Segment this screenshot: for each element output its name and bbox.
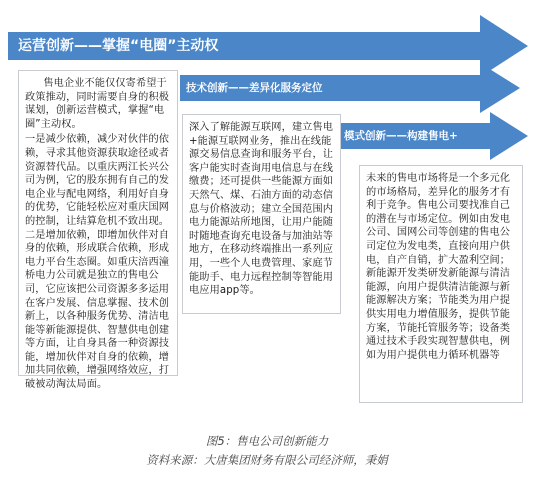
text-paragraph: 未来的售电市场将是一个多元化的市场格局，差异化的服务才有利于竞争。售电公司要找准自己的潜在与市场定位。例如由发电公司、国网公司等创建的售电公司定位为发电类，直接向用户供电，自产自销，扩大盈利空间；新能源开发类研发新能源与清洁能源，向用户提供清洁能源与新能源解决方案；节能类为用户提供实用电力增值服务，提供节能方案，节能托管服务等；设备类通过技术手段实现智慧供电，例如为用户提供电力循环机器等 [366, 173, 511, 361]
source-caption: 资料来源：大唐集团财务有限公司经济师，秉娟 [146, 453, 388, 467]
arrow-title-operations: 运营创新——掌握“电圈”主动权 [18, 38, 219, 54]
text-box-model [359, 165, 523, 403]
arrow-title-model: 模式创新——构建售电+ [344, 130, 458, 142]
text-box-operations [18, 70, 178, 391]
text-paragraph: 售电企业不能仅仅寄希望于政策推动，同时需要自身的积极谋划，创新运营模式，掌握“电圈”主动权。 [25, 78, 170, 130]
text-box-technology [182, 114, 341, 314]
figure-caption: 图5：售电公司创新能力 [205, 434, 329, 448]
arrow-title-technology: 技术创新——差异化服务定位 [186, 82, 323, 94]
text-paragraph: 深入了解能源互联网，建立售电+能源互联网业务，推出在线能源交易信息查询和服务平台，让客户能实时查询用电信息与在线缴费；还可提供一些能源方面如天然气、煤、石油方面的动态信息与价格波动；建立全国范围内电力能源站所地图，让用户能随时随地查询充电设备与加油站等地方，在移动终端推出一系列应用，一些个人电费管理、家庭节能助手、电力远程控制等智能用电应用app等。 [189, 122, 334, 297]
text-paragraph: 一是减少依赖，减少对伙伴的依赖，寻求其他资源获取途径或者资源替代品。以重庆两江长兴公司为例，它的股东拥有自己的发电企业与配电网络，利用好自身的优势，它能轻松应对重庆国网的控制，让结算危机不致出现。二是增加依赖，即增加伙伴对自身的依赖，形成联合依赖，形成电力平台生态圈。如重庆涪西潼桥电力公司就是独立的售电公司，它应该把公司资源多多运用在客户发展、信息掌握、技术创新上，以各种服务优势、清洁电能等新能源提供、智慧供电创建等方面，让自身具备一种资源技能，增加伙伴对自身的依赖，增加共同依赖，增强网络效应，打破被动淘汰局面。 [25, 134, 170, 391]
